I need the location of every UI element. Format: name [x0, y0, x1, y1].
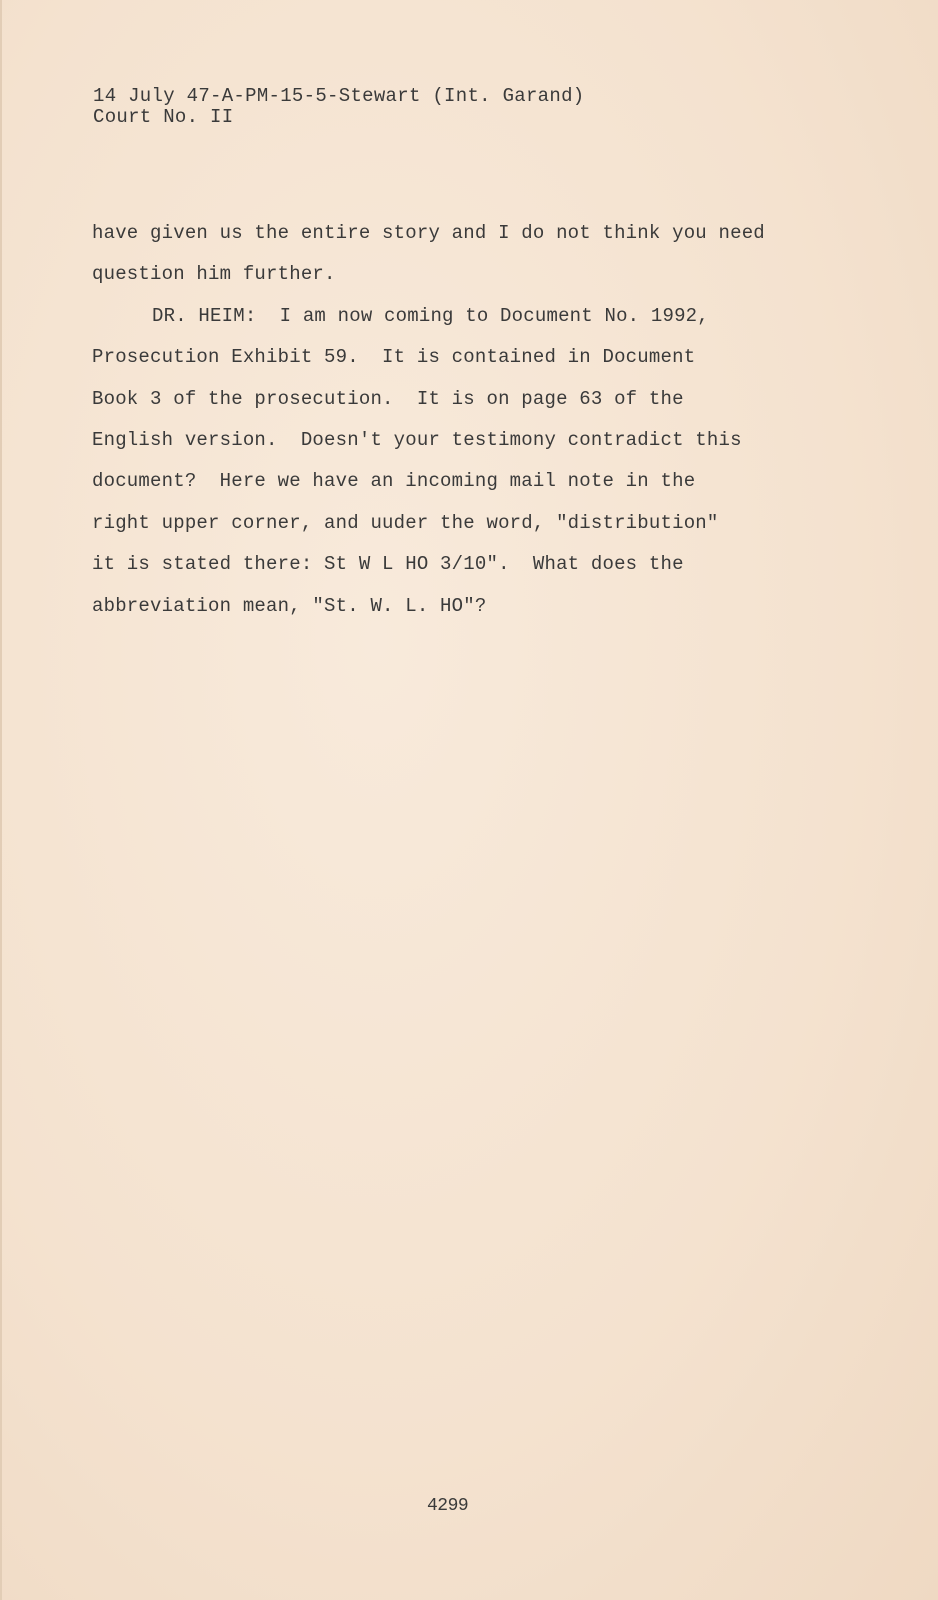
transcript-body — [92, 213, 832, 627]
document-header — [93, 86, 584, 128]
transcript-line: right upper corner, and uuder the word, "distribution" — [92, 511, 719, 534]
transcript-line: have given us the entire story and I do not think you need — [92, 222, 765, 244]
header-session-line: 14 July 47-A-PM-15-5-Stewart (Int. Garand) — [93, 85, 585, 107]
transcript-line: English version. Doesn't your testimony contradict this — [92, 429, 742, 452]
page-number: 4299 — [427, 1496, 469, 1516]
transcript-line: DR. HEIM: I am now coming to Document No. 1992, — [152, 304, 709, 327]
header-court-line: Court No. II — [93, 106, 234, 128]
transcript-line: document? Here we have an incoming mail note in the — [92, 470, 696, 493]
transcript-line: Prosecution Exhibit 59. It is contained in Document — [92, 346, 696, 369]
transcript-line: it is stated there: St W L HO 3/10". What does the — [92, 553, 684, 576]
transcript-line: Book 3 of the prosecution. It is on page 63 of the — [92, 387, 684, 410]
transcript-line: abbreviation mean, "St. W. L. HO"? — [92, 594, 487, 617]
transcript-line: question him further. — [92, 263, 336, 286]
